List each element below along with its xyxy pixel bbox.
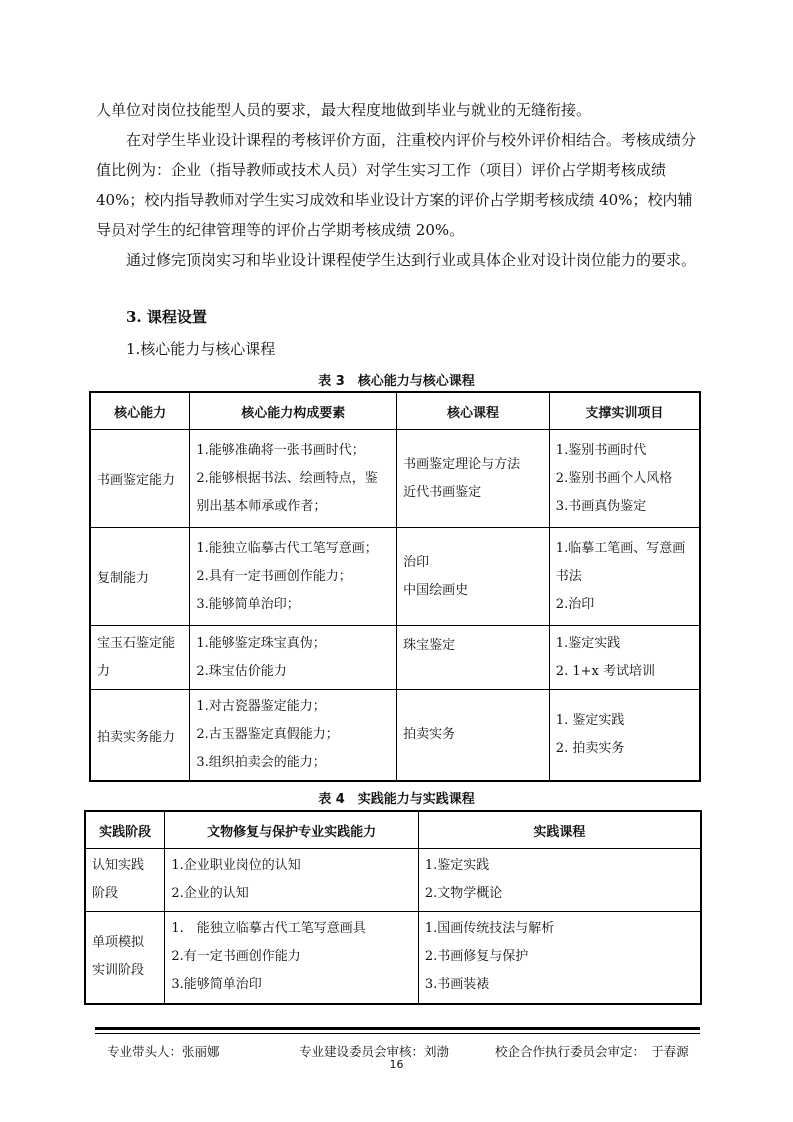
footer-school: 校企合作执行委员会审定： 于春源 bbox=[495, 1044, 689, 1059]
table4-header: 实践课程 bbox=[418, 811, 701, 849]
ability-item: 1. 能独立临摹古代工笔写意画具 bbox=[171, 921, 366, 937]
stage-label: 认知实践 bbox=[92, 858, 145, 873]
stage-cell bbox=[85, 849, 165, 912]
table-row bbox=[85, 849, 701, 912]
course-item: 1.鉴定实践 bbox=[424, 858, 490, 873]
projects-cell bbox=[549, 528, 700, 626]
table3-header: 核心课程 bbox=[397, 392, 550, 430]
project-item: 2. 1+x 考试培训 bbox=[555, 663, 655, 679]
projects-cell bbox=[549, 690, 700, 782]
footer-rule-thick bbox=[95, 1027, 700, 1030]
table4-header: 实践阶段 bbox=[85, 811, 165, 849]
course-item: 近代书画鉴定 bbox=[403, 484, 482, 500]
element-item: 1.能够鉴定珠宝真伪； bbox=[196, 635, 326, 651]
table4-caption: 表 4 实践能力与实践课程 bbox=[318, 792, 475, 807]
table-row bbox=[90, 528, 700, 626]
projects-cell bbox=[549, 430, 700, 528]
element-item: 1.能够准确将一张书画时代； bbox=[196, 442, 365, 458]
course-item: 珠宝鉴定 bbox=[403, 638, 456, 653]
element-item: 2.能够根据书法、绘画特点，鉴别出基本师承或作者； bbox=[196, 470, 378, 514]
element-item: 2.古玉器鉴定真假能力； bbox=[196, 727, 339, 742]
footer-lead: 专业带头人：张丽娜 bbox=[107, 1044, 220, 1059]
course-item: 2.书画修复与保护 bbox=[424, 949, 529, 965]
ability-cell: 复制能力 bbox=[90, 528, 190, 626]
courses-cell bbox=[418, 849, 701, 912]
paragraph-3: 通过修完顶岗实习和毕业设计课程使学生达到行业或具体企业对设计岗位能力的要求。 bbox=[126, 251, 697, 269]
stage-label: 单项模拟 bbox=[92, 935, 145, 951]
ability-item: 2.企业的认知 bbox=[171, 886, 249, 901]
elements-cell bbox=[190, 430, 397, 528]
paragraph-2: 在对学生毕业设计课程的考核评价方面，注重校内评价与校外评价相结合。考核成绩分值比例为：企业（指导教师或技术人员）对学生实习工作（项目）评价占学期考核成绩 40%；校内指导教师对学生实习成效和毕业设计方案的评价占学期考核成绩 40%；校内辅导员对学生的纪律管理等的评价占学期考核成绩 20%。 bbox=[96, 131, 697, 239]
elements-cell bbox=[190, 528, 397, 626]
ability-cell bbox=[165, 912, 419, 1004]
stage-cell bbox=[85, 912, 165, 1004]
elements-cell bbox=[190, 626, 397, 690]
elements-cell bbox=[190, 690, 397, 782]
project-item: 1.鉴别书画时代 bbox=[555, 442, 647, 458]
element-item: 2.具有一定书画创作能力； bbox=[196, 568, 352, 584]
project-item: 3.书画真伪鉴定 bbox=[555, 498, 647, 514]
table-core-abilities bbox=[89, 391, 701, 782]
ability-item: 2.有一定书画创作能力 bbox=[171, 949, 301, 965]
stage-label: 实训阶段 bbox=[92, 963, 145, 979]
ability-cell: 宝玉石鉴定能力 bbox=[90, 626, 190, 690]
section-heading: 3. 课程设置 bbox=[126, 308, 207, 326]
footer-rule-thin bbox=[95, 1033, 700, 1034]
project-item: 2. 拍卖实务 bbox=[555, 741, 625, 756]
element-item: 2.珠宝估价能力 bbox=[196, 663, 287, 679]
table3-header: 核心能力构成要素 bbox=[190, 392, 397, 430]
table-row bbox=[85, 912, 701, 1004]
courses-cell bbox=[397, 430, 550, 528]
table4-header-row bbox=[85, 811, 701, 849]
table3-header: 支撑实训项目 bbox=[549, 392, 700, 430]
stage-label: 阶段 bbox=[92, 886, 119, 901]
courses-cell bbox=[418, 912, 701, 1004]
project-item: 2.鉴别书画个人风格 bbox=[555, 470, 673, 486]
ability-cell: 拍卖实务能力 bbox=[90, 690, 190, 782]
table4-header: 文物修复与保护专业实践能力 bbox=[165, 811, 419, 849]
table3-caption: 表 3 核心能力与核心课程 bbox=[318, 374, 475, 389]
table-row bbox=[90, 690, 700, 782]
section-subheading: 1.核心能力与核心课程 bbox=[126, 340, 276, 358]
projects-cell bbox=[549, 626, 700, 690]
paragraph-1: 人单位对岗位技能型人员的要求，最大程度地做到毕业与就业的无缝衔接。 bbox=[96, 101, 592, 119]
table3-header: 核心能力 bbox=[90, 392, 190, 430]
course-item: 2.文物学概论 bbox=[424, 886, 503, 901]
course-item: 治印 bbox=[403, 554, 430, 570]
courses-cell bbox=[397, 626, 550, 690]
table-row bbox=[90, 626, 700, 690]
ability-cell: 书画鉴定能力 bbox=[90, 430, 190, 528]
courses-cell bbox=[397, 690, 550, 782]
project-item: 2.治印 bbox=[555, 596, 595, 612]
project-item: 1.鉴定实践 bbox=[555, 635, 621, 651]
course-item: 书画鉴定理论与方法 bbox=[403, 456, 521, 472]
element-item: 3.组织拍卖会的能力； bbox=[196, 755, 326, 770]
course-item: 拍卖实务 bbox=[403, 727, 456, 742]
project-item: 1.临摹工笔画、写意画书法 bbox=[555, 540, 686, 584]
ability-item: 3.能够简单治印 bbox=[171, 977, 262, 993]
course-item: 1.国画传统技法与解析 bbox=[424, 921, 555, 937]
courses-cell bbox=[397, 528, 550, 626]
project-item: 1. 鉴定实践 bbox=[555, 713, 625, 728]
table-row bbox=[90, 430, 700, 528]
element-item: 3.能够简单治印； bbox=[196, 596, 300, 612]
table3-header-row bbox=[90, 392, 700, 430]
element-item: 1.能独立临摹古代工笔写意画； bbox=[196, 540, 378, 556]
element-item: 1.对古瓷器鉴定能力； bbox=[196, 699, 326, 714]
page-number: 16 bbox=[389, 1058, 404, 1071]
course-item: 中国绘画史 bbox=[403, 582, 469, 598]
table-practice-abilities bbox=[84, 810, 702, 1005]
ability-cell bbox=[165, 849, 419, 912]
course-item: 3.书画装裱 bbox=[424, 977, 490, 993]
ability-item: 1.企业职业岗位的认知 bbox=[171, 858, 301, 873]
footer-committee: 专业建设委员会审核：刘渤 bbox=[299, 1044, 450, 1059]
